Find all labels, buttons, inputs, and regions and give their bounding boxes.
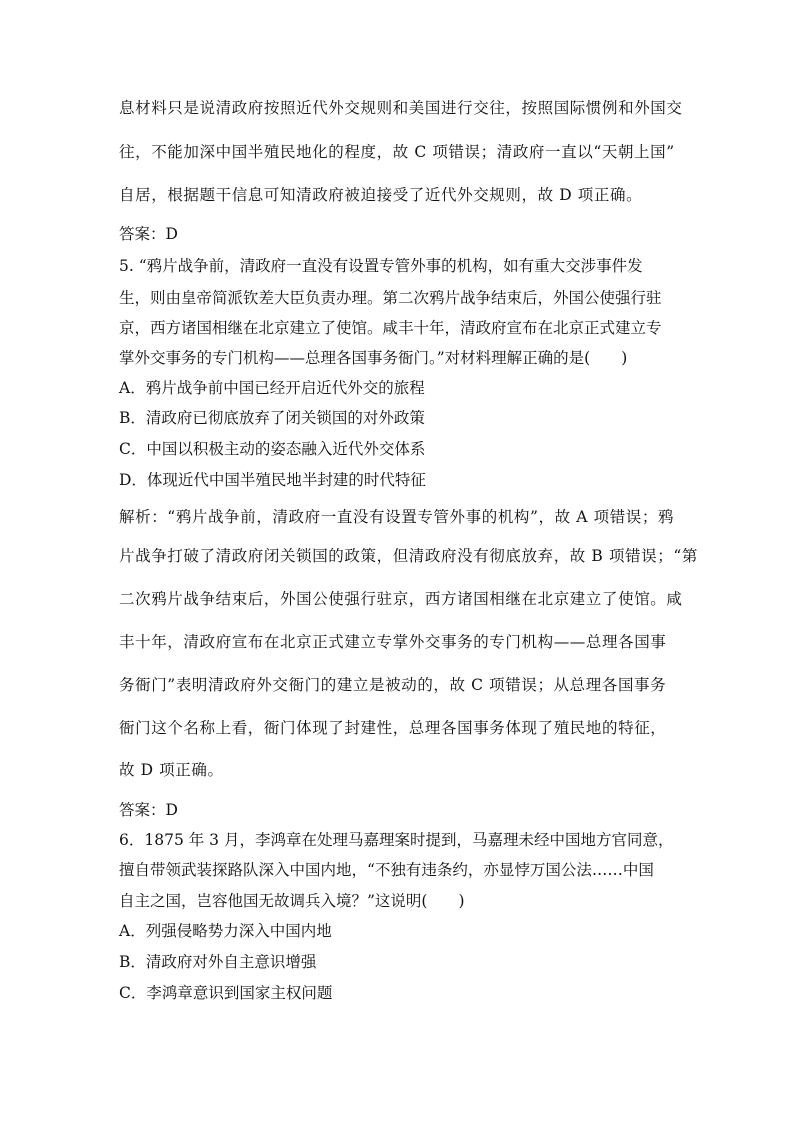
- option-c: C．中国以积极主动的姿态融入近代外交体系: [119, 440, 426, 458]
- explanation-line: 解析：“鸦片战争前，清政府一直没有设置专管外事的机构”，故 A 项错误；鸦: [119, 508, 675, 526]
- explanation-line: 务衙门”表明清政府外交衙门的建立是被动的，故 C 项错误；从总理各国事务: [119, 676, 667, 694]
- question-stem-line: 自主之国，岂容他国无故调兵入境？”这说明( ): [119, 892, 465, 910]
- option-b: B．清政府对外自主意识增强: [119, 953, 317, 971]
- text-line: 自居，根据题干信息可知清政府被迫接受了近代外交规则，故 D 项正确。: [119, 186, 643, 204]
- question-stem-line: 5. “鸦片战争前，清政府一直没有设置专管外事的机构，如有重大交涉事件发: [119, 257, 643, 275]
- explanation-line: 衙门这个名称上看，衙门体现了封建性，总理各国事务体现了殖民地的特征，: [119, 719, 667, 737]
- explanation-line: 丰十年，清政府宣布在北京正式建立专掌外交事务的专门机构——总理各国事: [119, 633, 667, 651]
- question-stem-line: 6．1875 年 3 月，李鸿章在处理马嘉理案时提到，马嘉理未经中国地方官同意，: [119, 831, 674, 849]
- text-line: 往，不能加深中国半殖民地化的程度，故 C 项错误；清政府一直以“天朝上国”: [119, 143, 675, 161]
- option-b: B．清政府已彻底放弃了闭关锁国的对外政策: [119, 409, 425, 427]
- option-c: C．李鸿章意识到国家主权问题: [119, 984, 333, 1002]
- explanation-line: 二次鸦片战争结束后，外国公使强行驻京，西方诸国相继在北京建立了使馆。咸: [119, 590, 683, 608]
- question-stem-line: 生，则由皇帝简派钦差大臣负责办理。第二次鸦片战争结束后，外国公使强行驻: [119, 289, 662, 307]
- text-line: 息材料只是说清政府按照近代外交规则和美国进行交往，按照国际惯例和外国交: [119, 99, 683, 117]
- question-stem-line: 擅自带领武装探路队深入中国内地，“不独有违条约，亦显悖万国公法……中国: [119, 861, 654, 879]
- option-a: A．鸦片战争前中国已经开启近代外交的旅程: [119, 379, 425, 397]
- answer-line: 答案：D: [119, 225, 178, 243]
- question-stem-line: 京，西方诸国相继在北京建立了使馆。咸丰十年，清政府宣布在北京正式建立专: [119, 319, 662, 337]
- explanation-line: 故 D 项正确。: [119, 761, 224, 779]
- question-stem-line: 掌外交事务的专门机构——总理各国事务衙门。”对材料理解正确的是( ): [119, 349, 628, 367]
- option-a: A．列强侵略势力深入中国内地: [119, 922, 332, 940]
- option-d: D．体现近代中国半殖民地半封建的时代特征: [119, 471, 426, 489]
- answer-line: 答案：D: [119, 801, 178, 819]
- explanation-line: 片战争打破了清政府闭关锁国的政策，但清政府没有彻底放弃，故 B 项错误；“第: [119, 547, 698, 565]
